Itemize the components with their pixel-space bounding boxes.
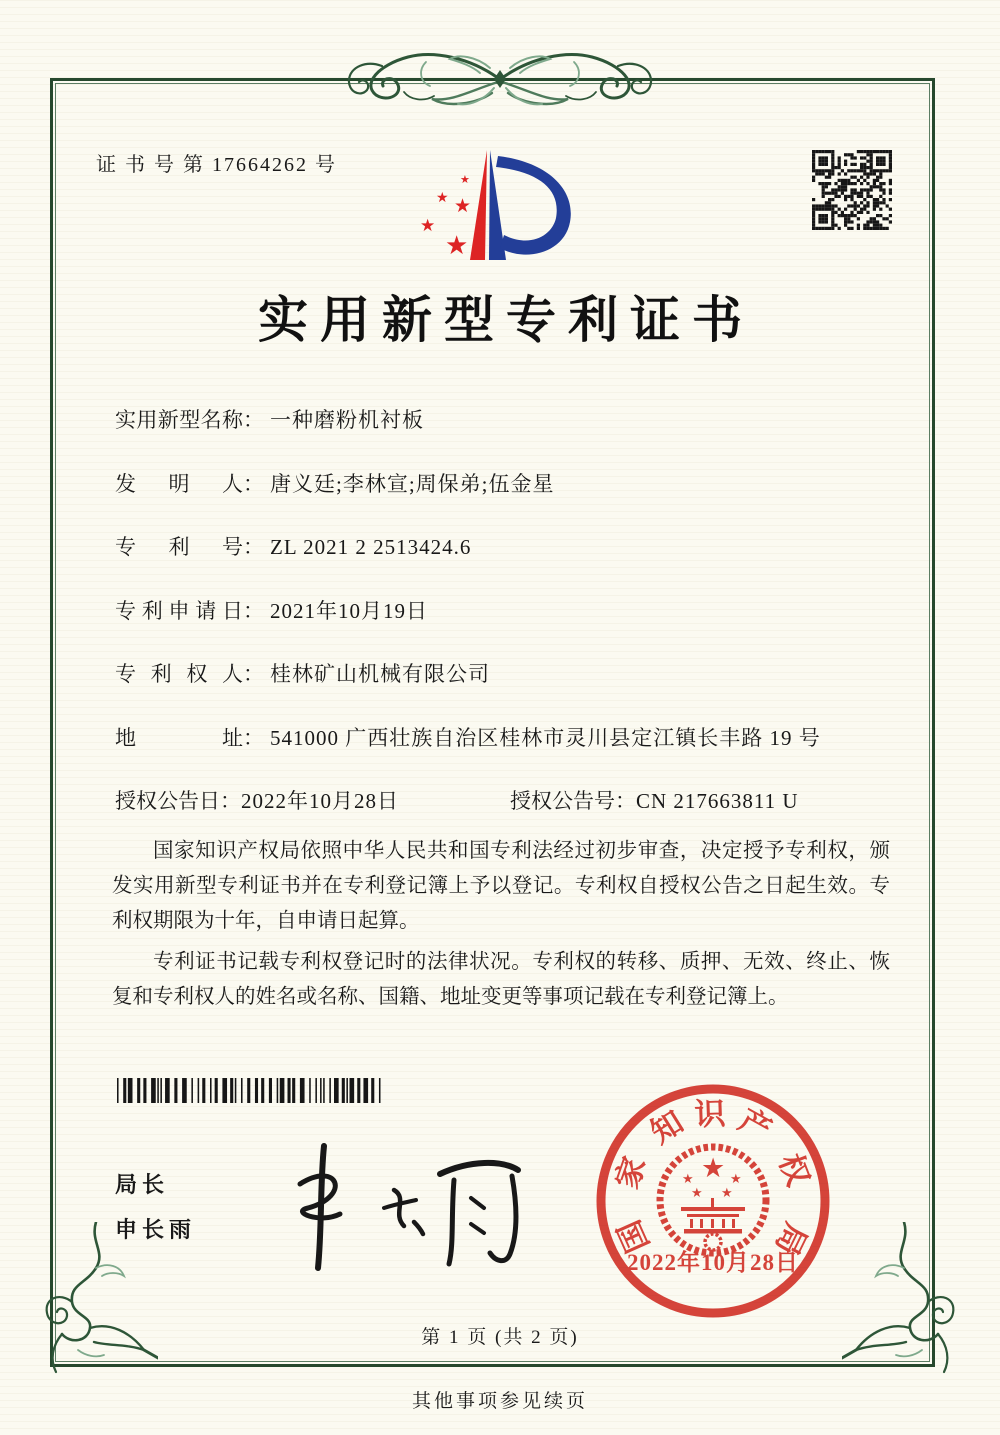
- svg-text:★: ★: [721, 1185, 733, 1200]
- legal-paragraph-register: 专利证书记载专利权登记时的法律状况。专利权的转移、质押、无效、终止、恢复和专利权人的姓名或名称、国籍、地址变更等事项记载在专利登记簿上。: [112, 951, 890, 1008]
- svg-text:★: ★: [436, 191, 449, 206]
- field-value: 541000 广西壮族自治区桂林市灵川县定江镇长丰路 19 号: [270, 725, 821, 750]
- official-seal: [594, 1082, 832, 1320]
- svg-text:★: ★: [420, 216, 436, 235]
- legal-text-section: [112, 834, 890, 1021]
- footer-continuation-note: 其他事项参见续页: [411, 1391, 588, 1412]
- commissioner-signature: [268, 1132, 528, 1277]
- signer-title: 局长: [115, 1172, 170, 1197]
- field-row-filing-date: [115, 595, 885, 659]
- svg-text:★: ★: [454, 196, 472, 217]
- grant-row: [115, 785, 885, 835]
- field-colon: ：: [615, 789, 636, 813]
- svg-text:★: ★: [691, 1185, 703, 1200]
- field-row-invention-name: [115, 404, 885, 468]
- national-emblem-icon: [660, 1147, 766, 1253]
- seal-date: 2022年10月28日: [627, 1250, 799, 1275]
- field-label: 地址: [115, 725, 243, 750]
- svg-text:★: ★: [445, 231, 469, 260]
- field-value: 唐义廷;李林宣;周保弟;伍金星: [270, 471, 555, 496]
- field-colon: ：: [243, 535, 264, 559]
- field-value: 2021年10月19日: [270, 598, 428, 623]
- svg-text:★: ★: [682, 1171, 694, 1186]
- certificate-number: 证 书 号 第 17664262 号: [96, 154, 337, 176]
- field-label: 专利号: [115, 535, 243, 559]
- field-colon: ：: [243, 408, 264, 432]
- page-number: 第 1 页 (共 2 页): [421, 1327, 579, 1348]
- field-colon: ：: [220, 789, 241, 813]
- svg-text:权: 权: [772, 1149, 817, 1191]
- svg-text:知: 知: [644, 1104, 690, 1151]
- top-scroll-ornament-icon: [330, 40, 670, 116]
- field-value: 一种磨粉机衬板: [270, 408, 424, 432]
- field-colon: ：: [243, 725, 264, 750]
- grant-number-group: [510, 785, 799, 815]
- grant-date-label: 授权公告日: [115, 789, 220, 813]
- corner-flourish-left-icon: [34, 1222, 158, 1374]
- field-label: 实用新型名称: [115, 408, 243, 432]
- svg-text:局: 局: [768, 1217, 814, 1261]
- field-value: ZL 2021 2 2513424.6: [270, 535, 472, 559]
- legal-paragraph-grant: 国家知识产权局依照中华人民共和国专利法经过初步审查，决定授予专利权，颁发实用新型专利证书并在专利登记簿上予以登记。专利权自授权公告之日起生效。专利权期限为十年，自申请日起算。: [112, 840, 890, 932]
- field-label: 专利申请日: [115, 598, 243, 623]
- grant-number-value: CN 217663811 U: [636, 789, 799, 813]
- field-colon: ：: [243, 662, 264, 686]
- grant-date-value: 2022年10月28日: [241, 789, 399, 813]
- svg-text:识: 识: [693, 1096, 727, 1133]
- svg-text:★: ★: [460, 174, 470, 186]
- cnipa-patent-logo-icon: [390, 138, 612, 278]
- signer-name: 申长雨: [115, 1217, 197, 1242]
- field-colon: ：: [243, 471, 264, 496]
- grant-number-label: 授权公告号: [510, 789, 615, 813]
- field-colon: ：: [243, 598, 264, 623]
- field-label: 专利权人: [115, 662, 243, 686]
- svg-text:家: 家: [609, 1152, 653, 1194]
- svg-text:产: 产: [733, 1102, 778, 1148]
- fields-section: [115, 404, 885, 835]
- qr-code: [812, 150, 892, 230]
- field-label: 发明人: [115, 471, 243, 496]
- svg-text:★: ★: [701, 1153, 726, 1183]
- certificate-title: 实用新型专利证书: [258, 292, 754, 348]
- svg-text:★: ★: [730, 1171, 742, 1186]
- field-value: 桂林矿山机械有限公司: [270, 662, 490, 686]
- field-row-patentee: [115, 658, 885, 722]
- field-row-patent-number: [115, 531, 885, 595]
- barcode: [115, 1078, 385, 1103]
- corner-flourish-right-icon: [842, 1222, 966, 1374]
- field-row-inventors: [115, 468, 885, 532]
- svg-text:国: 国: [611, 1215, 656, 1258]
- field-row-address: [115, 722, 885, 786]
